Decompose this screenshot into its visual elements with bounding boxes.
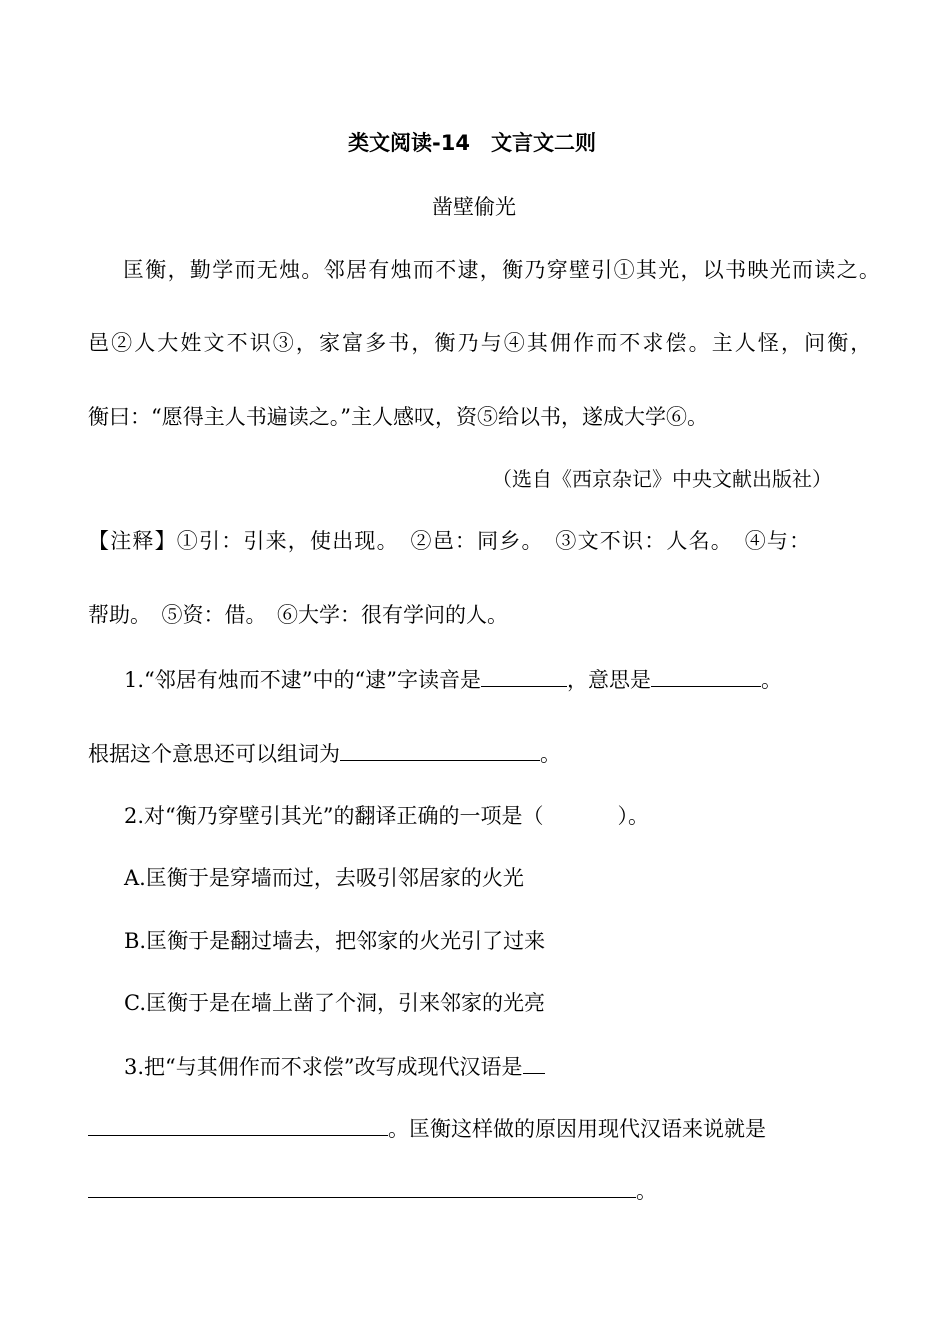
passage-line-1: 匡衡，勤学而无烛。邻居有烛而不逮，衡乃穿壁引①其光，以书映光而读之。 xyxy=(123,258,882,282)
q2-option-c: C.匡衡于是在墙上凿了个洞，引来邻家的光亮 xyxy=(124,991,545,1015)
notes-line-2: 帮助。 ⑤资：借。 ⑥大学：很有学问的人。 xyxy=(88,603,508,627)
q3-text-a: 3.把“与其佣作而不求偿”改写成现代汉语是 xyxy=(124,1055,523,1079)
source-citation: （选自《西京杂记》中央文献出版社） xyxy=(492,467,832,491)
question-1-cont xyxy=(88,740,561,767)
passage-line-2: 邑②人大姓文不识③，家富多书，衡乃与④其佣作而不求偿。主人怪，问衡， xyxy=(88,331,874,355)
question-3-cont xyxy=(88,1115,766,1142)
q3-reason-blank[interactable] xyxy=(88,1177,636,1198)
q1-text-d: 根据这个意思还可以组词为 xyxy=(88,742,340,766)
q3-blank-start[interactable] xyxy=(523,1053,545,1074)
passage-subtitle: 凿壁偷光 xyxy=(432,195,516,219)
q2-stem-a: 2.对“衡乃穿壁引其光”的翻译正确的一项是（ xyxy=(124,804,544,828)
q3-text-c: 。 xyxy=(636,1179,657,1203)
q3-translation-blank[interactable] xyxy=(88,1115,388,1136)
question-1 xyxy=(124,666,782,693)
q1-meaning-blank[interactable] xyxy=(651,666,761,687)
q1-text-c: 。 xyxy=(760,668,782,692)
q1-pronunciation-blank[interactable] xyxy=(481,666,567,687)
page-title: 类文阅读-14 文言文二则 xyxy=(348,131,596,155)
q2-option-b: B.匡衡于是翻过墙去，把邻家的火光引了过来 xyxy=(124,929,546,953)
question-3-cont-2 xyxy=(88,1177,657,1204)
q1-text-a: 1.“邻居有烛而不逮”中的“逮”字读音是 xyxy=(124,668,481,692)
passage-line-3: 衡曰：“愿得主人书遍读之。”主人感叹，资⑤给以书，遂成大学⑥。 xyxy=(88,405,708,429)
q1-text-b: ，意思是 xyxy=(566,668,651,692)
q2-option-a: A.匡衡于是穿墙而过，去吸引邻居家的火光 xyxy=(124,866,524,890)
q1-word-blank[interactable] xyxy=(340,740,540,761)
question-3 xyxy=(124,1053,545,1080)
question-2 xyxy=(124,803,649,829)
q3-text-b: 。匡衡这样做的原因用现代汉语来说就是 xyxy=(388,1117,766,1141)
q1-text-e: 。 xyxy=(540,742,561,766)
notes-line-1: 【注释】①引：引来，使出现。 ②邑：同乡。 ③文不识：人名。 ④与： xyxy=(88,529,812,553)
q2-stem-b: ）。 xyxy=(617,804,650,828)
